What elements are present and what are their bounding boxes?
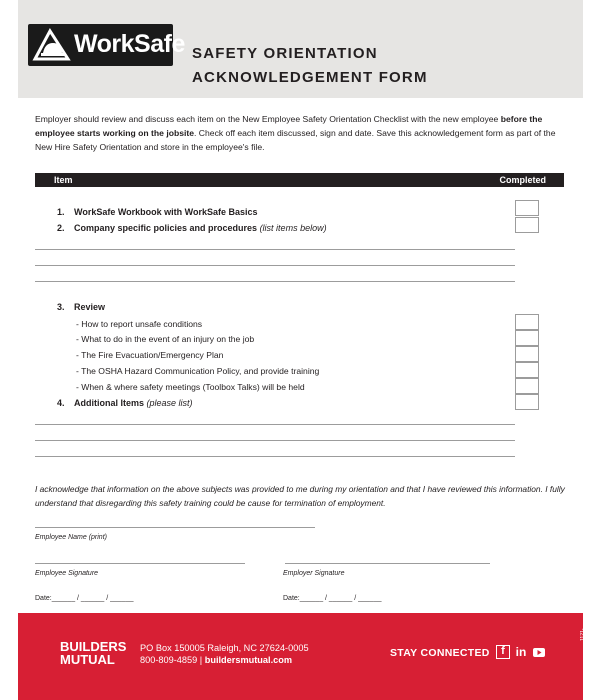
- item-number: 3.: [57, 302, 65, 312]
- checkbox-review-4[interactable]: [515, 362, 539, 378]
- employer-signature-line[interactable]: [285, 563, 490, 564]
- employee-name-label: Employee Name (print): [35, 534, 107, 541]
- item-label: Additional Items: [74, 398, 145, 408]
- item-number: 2.: [57, 223, 65, 233]
- review-item-5: - When & where safety meetings (Toolbox Talks) will be held: [76, 382, 305, 392]
- checkbox-item-4[interactable]: [515, 394, 539, 410]
- write-line[interactable]: [35, 424, 515, 425]
- form-code: 1121-0417-03: [580, 628, 598, 641]
- item-1: [57, 206, 258, 218]
- item-3: [57, 301, 105, 313]
- checkbox-review-3[interactable]: [515, 346, 539, 362]
- contact-info: [140, 642, 309, 666]
- item-2: [57, 222, 327, 234]
- review-item-3: - The Fire Evacuation/Emergency Plan: [76, 350, 224, 360]
- address: PO Box 150005 Raleigh, NC 27624-0005: [140, 643, 309, 653]
- youtube-icon[interactable]: [532, 645, 546, 659]
- title-line-2: ACKNOWLEDGEMENT FORM: [192, 69, 428, 86]
- checkbox-item-1[interactable]: [515, 200, 539, 216]
- logo-text: WorkSafe: [74, 30, 185, 58]
- item-label: Company specific policies and procedures: [74, 223, 258, 233]
- brand-line-1: BUILDERS: [60, 639, 127, 654]
- checkbox-review-2[interactable]: [515, 330, 539, 346]
- employer-signature-label: Employer Signature: [283, 570, 345, 577]
- table-header: [35, 173, 564, 187]
- write-line[interactable]: [35, 265, 515, 266]
- title-line-1: SAFETY ORIENTATION: [192, 45, 378, 62]
- intro-paragraph: [35, 113, 565, 154]
- intro-text-1: Employer should review and discuss each item on the New Employee Safety Orientation Checklist with the new employee: [35, 114, 501, 124]
- item-note: (list items below): [257, 223, 327, 233]
- footer: [18, 613, 598, 700]
- brand-line-2: MUTUAL: [60, 652, 115, 667]
- item-number: 1.: [57, 207, 65, 217]
- linkedin-icon[interactable]: in: [515, 645, 527, 659]
- write-line[interactable]: [35, 456, 515, 457]
- phone: 800-809-4859 |: [140, 655, 205, 665]
- item-4: [57, 397, 193, 409]
- checkbox-review-1[interactable]: [515, 314, 539, 330]
- item-number: 4.: [57, 398, 65, 408]
- employee-name-line[interactable]: [35, 527, 315, 528]
- review-item-2: - What to do in the event of an injury on the job: [76, 334, 255, 344]
- review-item-1: - How to report unsafe conditions: [76, 319, 203, 329]
- item-label: Review: [74, 302, 106, 312]
- website-link[interactable]: buildersmutual.com: [204, 655, 293, 665]
- employer-date[interactable]: Date:______ / ______ / ______: [283, 595, 382, 602]
- stay-connected: STAY CONNECTED: [390, 647, 490, 659]
- checkbox-item-2[interactable]: [515, 217, 539, 233]
- write-line[interactable]: [35, 281, 515, 282]
- write-line[interactable]: [35, 249, 515, 250]
- employee-date[interactable]: Date:______ / ______ / ______: [35, 595, 134, 602]
- facebook-icon[interactable]: f: [496, 645, 510, 659]
- worksafe-logo: [28, 24, 185, 66]
- review-item-4: - The OSHA Hazard Communication Policy, and provide training: [76, 366, 320, 376]
- intro-text-2: . Check off each item discussed, sign and date. Save this acknowledgement form as part of the New Hire Safety Orientation and store in the employee's file.: [35, 127, 556, 152]
- acknowledgement-text: I acknowledge that information on the above subjects was provided to me during my orientation and that I have reviewed this information. I fully understand that disregarding this safety training could be cause for termination of employment.: [35, 484, 565, 508]
- builders-mutual-logo: [60, 640, 126, 666]
- col-item: Item: [54, 175, 73, 185]
- employee-signature-line[interactable]: [35, 563, 245, 564]
- write-line[interactable]: [35, 440, 515, 441]
- intro-text-bold: before the employee starts working on the jobsite: [35, 114, 543, 138]
- hardhat-icon: [32, 27, 72, 63]
- employee-signature-label: Employee Signature: [35, 570, 99, 577]
- page-title: [192, 42, 428, 90]
- checkbox-review-5[interactable]: [515, 378, 539, 394]
- col-completed: Completed: [499, 175, 546, 185]
- item-label: WorkSafe Workbook with WorkSafe Basics: [74, 207, 258, 217]
- item-note: (please list): [144, 398, 193, 408]
